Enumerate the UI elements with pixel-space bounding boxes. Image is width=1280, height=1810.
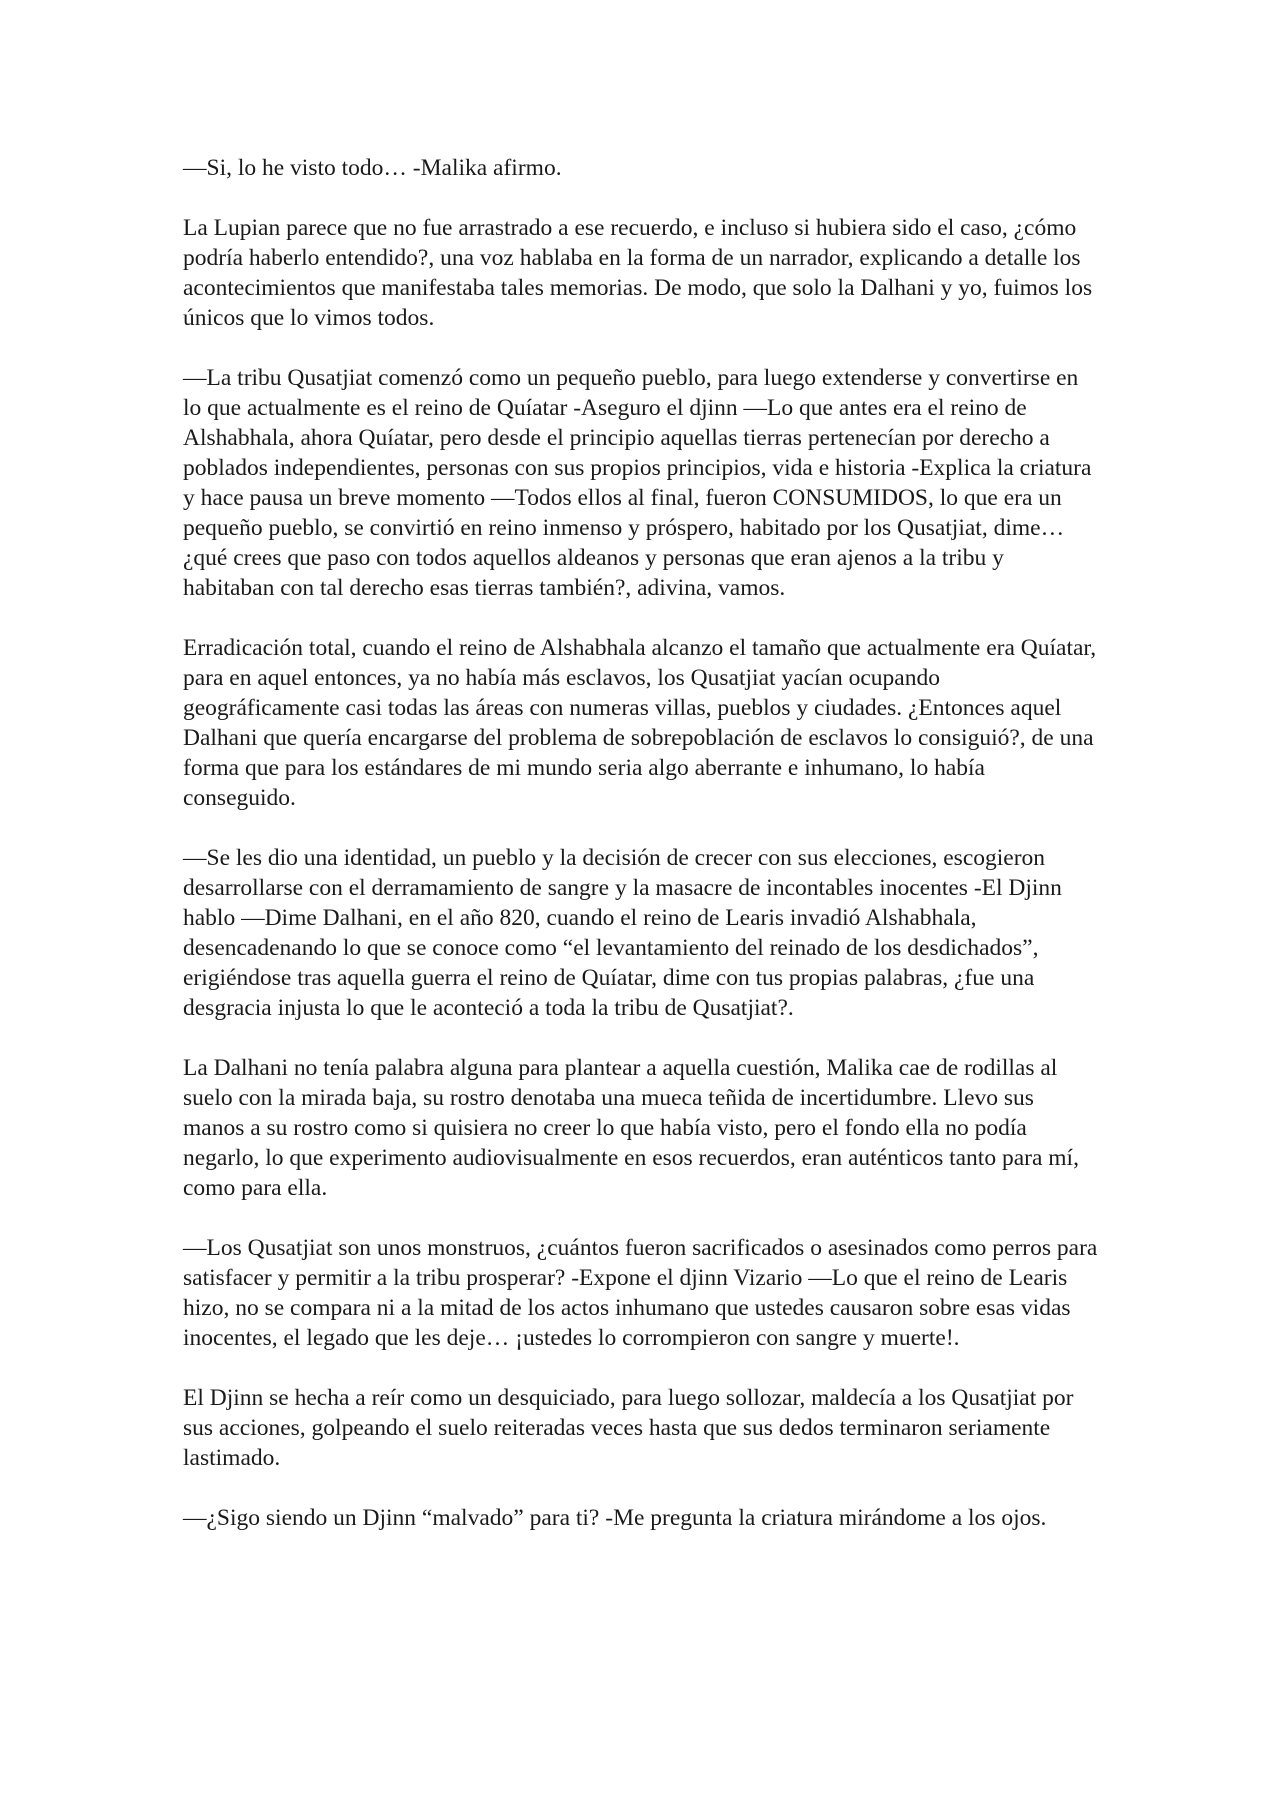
paragraph: Erradicación total, cuando el reino de Alshabhala alcanzo el tamaño que actualmente era Quíatar, para en aquel entonces, ya no había más esclavos, los Qusatjiat yacían ocupando geográficamente casi todas las áreas con numeras villas, pueblos y ciudades. ¿Entonces aquel Dalhani que quería encargarse del problema de sobrepoblación de esclavos lo consiguió?, de una forma que para los estándares de mi mundo seria algo aberrante e inhumano, lo había conseguido. [183, 635, 1097, 811]
paragraph: La Lupian parece que no fue arrastrado a ese recuerdo, e incluso si hubiera sido el caso, ¿cómo podría haberlo entendido?, una voz hablaba en la forma de un narrador, explicando a detalle los acontecimientos que manifestaba tales memorias. De modo, que solo la Dalhani y yo, fuimos los únicos que lo vimos todos. [183, 215, 1093, 331]
paragraph: El Djinn se hecha a reír como un desquiciado, para luego sollozar, maldecía a los Qusatjiat por sus acciones, golpeando el suelo reiteradas veces hasta que sus dedos terminaron seriamente lastimado. [183, 1385, 1074, 1471]
document-body [183, 153, 1098, 1563]
paragraph: La Dalhani no tenía palabra alguna para plantear a aquella cuestión, Malika cae de rodillas al suelo con la mirada baja, su rostro denotaba una mueca teñida de incertidumbre. Llevo sus manos a su rostro como si quisiera no creer lo que había visto, pero el fondo ella no podía negarlo, lo que experimento audiovisualmente en esos recuerdos, eran auténticos tanto para mí, como para ella. [183, 1055, 1079, 1201]
paragraph: —Los Qusatjiat son unos monstruos, ¿cuántos fueron sacrificados o asesinados como perros para satisfacer y permitir a la tribu prosperar? -Expone el djinn Vizario —Lo que el reino de Learis hizo, no se compara ni a la mitad de los actos inhumano que ustedes causaron sobre esas vidas inocentes, el legado que les deje… ¡ustedes lo corrompieron con sangre y muerte!. [183, 1235, 1098, 1351]
paragraph: —¿Sigo siendo un Djinn “malvado” para ti? -Me pregunta la criatura mirándome a los ojos. [183, 1505, 1047, 1531]
paragraph: —La tribu Qusatjiat comenzó como un pequeño pueblo, para luego extenderse y convertirse en lo que actualmente es el reino de Quíatar -Aseguro el djinn —Lo que antes era el reino de Alshabhala, ahora Quíatar, pero desde el principio aquellas tierras pertenecían por derecho a poblados independientes, personas con sus propios principios, vida e historia -Explica la criatura y hace pausa un breve momento —Todos ellos al final, fueron CONSUMIDOS, lo que era un pequeño pueblo, se convirtió en reino inmenso y próspero, habitado por los Qusatjiat, dime… ¿qué crees que paso con todos aquellos aldeanos y personas que eran ajenos a la tribu y habitaban con tal derecho esas tierras también?, adivina, vamos. [183, 365, 1092, 601]
paragraph: —Se les dio una identidad, un pueblo y la decisión de crecer con sus elecciones, escogieron desarrollarse con el derramamiento de sangre y la masacre de incontables inocentes -El Djinn hablo —Dime Dalhani, en el año 820, cuando el reino de Learis invadió Alshabhala, desencadenando lo que se conoce como “el levantamiento del reinado de los desdichados”, erigiéndose tras aquella guerra el reino de Quíatar, dime con tus propias palabras, ¿fue una desgracia injusta lo que le aconteció a toda la tribu de Qusatjiat?. [183, 845, 1062, 1021]
paragraph: —Si, lo he visto todo… -Malika afirmo. [183, 155, 562, 181]
